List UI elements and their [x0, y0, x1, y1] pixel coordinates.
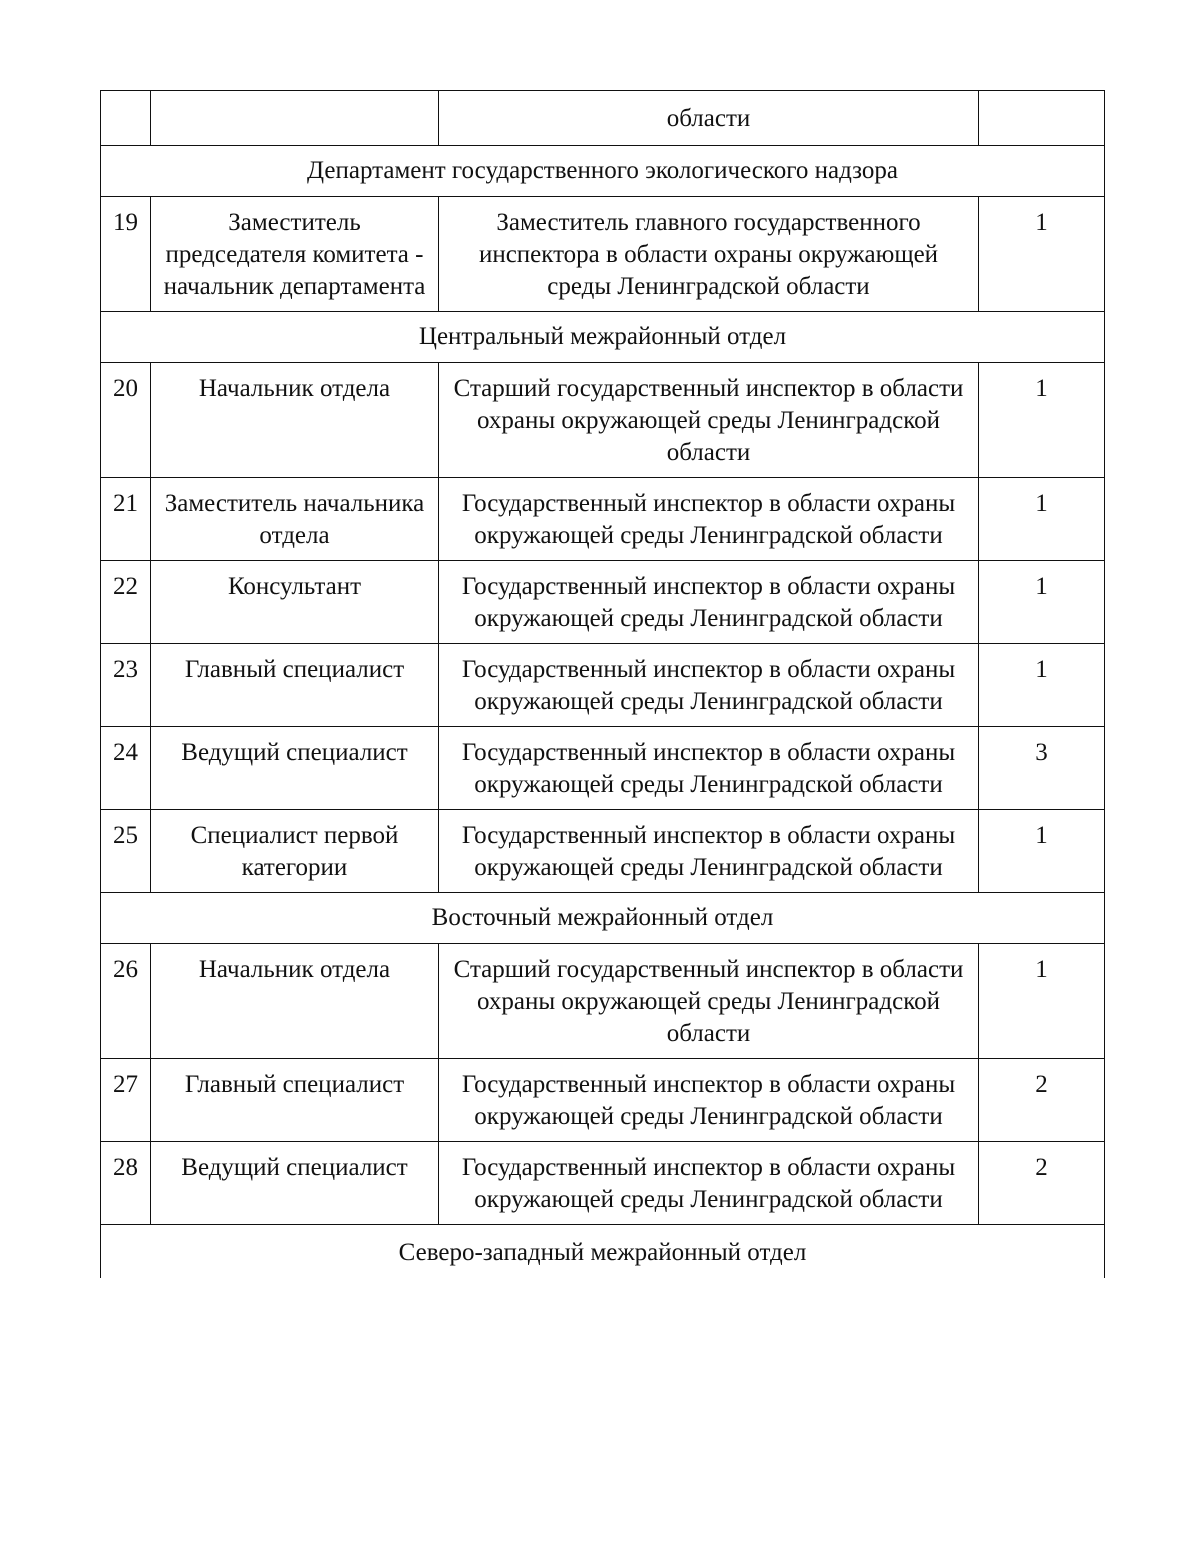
count-cell: 1 [979, 363, 1105, 478]
count-cell: 1 [979, 644, 1105, 727]
row-number-cell: 22 [101, 561, 151, 644]
count-cell: 1 [979, 944, 1105, 1059]
inspector-title-cell: области [439, 91, 979, 146]
inspector-title-cell: Государственный инспектор в области охраны окружающей среды Ленинградской области [439, 1142, 979, 1225]
table-row [101, 644, 1105, 727]
row-number-cell: 26 [101, 944, 151, 1059]
count-cell: 2 [979, 1142, 1105, 1225]
table-row [101, 561, 1105, 644]
count-cell: 1 [979, 197, 1105, 312]
section-header-row [101, 1225, 1105, 1279]
row-number-cell: 27 [101, 1059, 151, 1142]
section-header-row [101, 312, 1105, 363]
inspector-title-cell: Государственный инспектор в области охраны окружающей среды Ленинградской области [439, 478, 979, 561]
position-cell: Специалист первой категории [151, 810, 439, 893]
inspector-title-cell: Государственный инспектор в области охраны окружающей среды Ленинградской области [439, 561, 979, 644]
section-title: Северо-западный межрайонный отдел [101, 1225, 1105, 1279]
row-number-cell: 20 [101, 363, 151, 478]
section-header-row [101, 893, 1105, 944]
row-number-cell: 19 [101, 197, 151, 312]
table-row [101, 197, 1105, 312]
table-row [101, 727, 1105, 810]
position-cell: Главный специалист [151, 1059, 439, 1142]
inspector-title-cell: Государственный инспектор в области охраны окружающей среды Ленинградской области [439, 810, 979, 893]
position-cell: Главный специалист [151, 644, 439, 727]
position-cell: Начальник отдела [151, 363, 439, 478]
count-cell: 1 [979, 478, 1105, 561]
section-title: Восточный межрайонный отдел [101, 893, 1105, 944]
position-cell: Заместитель начальника отдела [151, 478, 439, 561]
position-cell: Начальник отдела [151, 944, 439, 1059]
inspector-title-cell: Заместитель главного государственного инспектора в области охраны окружающей среды Ленинградской области [439, 197, 979, 312]
section-header-row [101, 146, 1105, 197]
count-cell: 2 [979, 1059, 1105, 1142]
table-row [101, 1142, 1105, 1225]
section-title: Центральный межрайонный отдел [101, 312, 1105, 363]
table-row [101, 478, 1105, 561]
continuation-row [101, 91, 1105, 146]
row-number-cell: 28 [101, 1142, 151, 1225]
table-row [101, 1059, 1105, 1142]
row-number-cell: 21 [101, 478, 151, 561]
count-cell: 1 [979, 810, 1105, 893]
table-row [101, 944, 1105, 1059]
inspector-title-cell: Государственный инспектор в области охраны окружающей среды Ленинградской области [439, 1059, 979, 1142]
count-cell: 3 [979, 727, 1105, 810]
count-cell [979, 91, 1105, 146]
inspector-title-cell: Государственный инспектор в области охраны окружающей среды Ленинградской области [439, 644, 979, 727]
table-row [101, 810, 1105, 893]
row-number-cell: 23 [101, 644, 151, 727]
position-cell: Заместитель председателя комитета - начальник департамента [151, 197, 439, 312]
row-number-cell: 25 [101, 810, 151, 893]
row-number-cell [101, 91, 151, 146]
position-cell: Консультант [151, 561, 439, 644]
position-cell: Ведущий специалист [151, 727, 439, 810]
section-title: Департамент государственного экологического надзора [101, 146, 1105, 197]
staff-table [100, 90, 1105, 1278]
position-cell [151, 91, 439, 146]
position-cell: Ведущий специалист [151, 1142, 439, 1225]
staff-table-body [101, 91, 1105, 1279]
row-number-cell: 24 [101, 727, 151, 810]
inspector-title-cell: Старший государственный инспектор в области охраны окружающей среды Ленинградской области [439, 944, 979, 1059]
count-cell: 1 [979, 561, 1105, 644]
table-row [101, 363, 1105, 478]
inspector-title-cell: Государственный инспектор в области охраны окружающей среды Ленинградской области [439, 727, 979, 810]
inspector-title-cell: Старший государственный инспектор в области охраны окружающей среды Ленинградской области [439, 363, 979, 478]
